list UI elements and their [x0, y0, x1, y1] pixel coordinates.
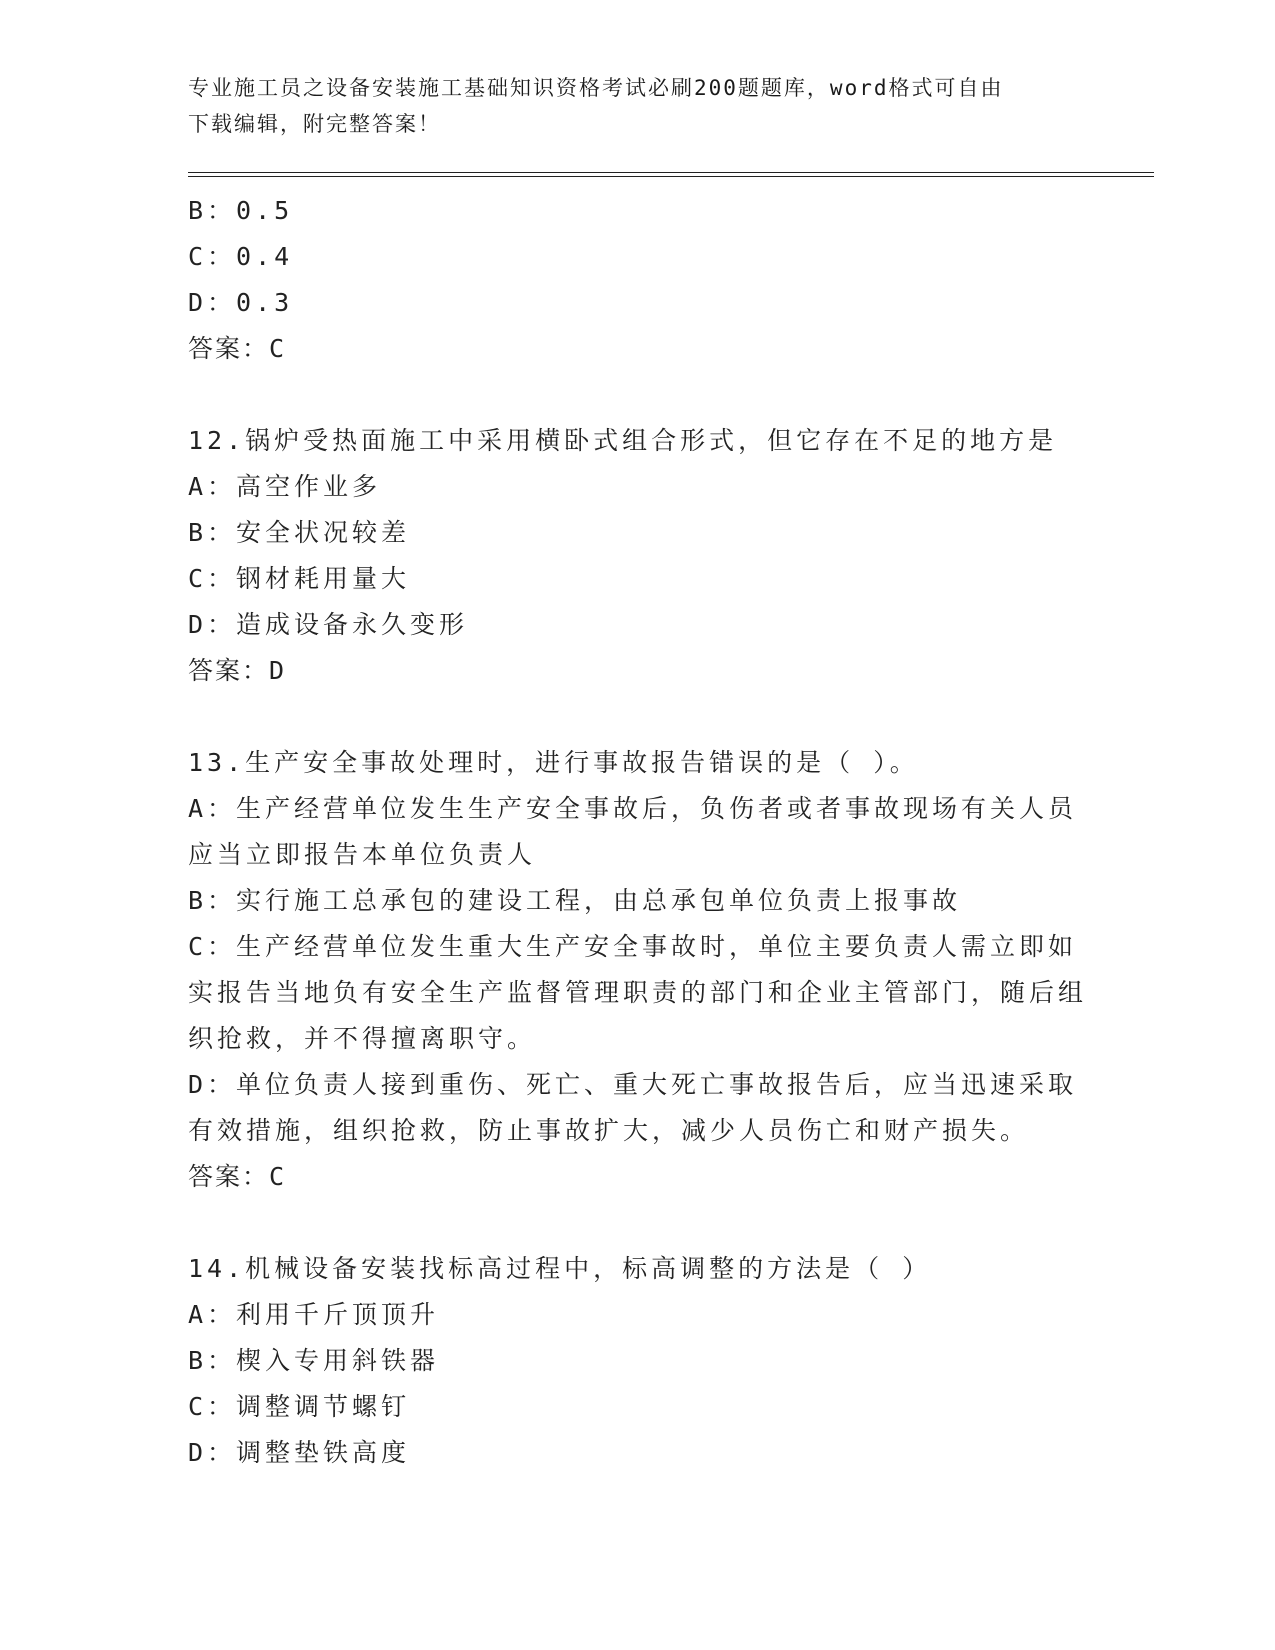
question-stem: 12.锅炉受热面施工中采用横卧式组合形式，但它存在不足的地方是 — [188, 426, 1058, 455]
question-stem: 14.机械设备安装找标高过程中，标高调整的方法是（ ） — [188, 1254, 932, 1283]
option-d: D：调整垫铁高度 — [188, 1438, 411, 1467]
question-11-tail — [188, 188, 1088, 372]
option-c: C：钢材耗用量大 — [188, 564, 411, 593]
option-b: B：0.5 — [188, 196, 294, 225]
option-c: C：调整调节螺钉 — [188, 1392, 411, 1421]
header-title-line2: 下载编辑，附完整答案！ — [188, 112, 441, 136]
spacer — [188, 694, 1088, 740]
spacer — [188, 1200, 1088, 1246]
option-a: A：利用千斤顶顶升 — [188, 1300, 440, 1329]
option-d: D：造成设备永久变形 — [188, 610, 469, 639]
option-a: A：高空作业多 — [188, 472, 382, 501]
answer: 答案：D — [188, 656, 287, 685]
option-a: A：生产经营单位发生生产安全事故后，负伤者或者事故现场有关人员应当立即报告本单位负责人 — [188, 794, 1078, 869]
question-12 — [188, 418, 1088, 694]
header-title-line1: 专业施工员之设备安装施工基础知识资格考试必刷200题题库，word格式可自由 — [188, 76, 1004, 100]
header-rule-bottom — [188, 176, 1154, 177]
option-c: C：生产经营单位发生重大生产安全事故时，单位主要负责人需立即如实报告当地负有安全生产监督管理职责的部门和企业主管部门，随后组织抢救，并不得擅离职守。 — [188, 932, 1088, 1053]
option-c: C：0.4 — [188, 242, 294, 271]
answer: 答案：C — [188, 1162, 287, 1191]
option-d: D：单位负责人接到重伤、死亡、重大死亡事故报告后，应当迅速采取有效措施，组织抢救，防止事故扩大，减少人员伤亡和财产损失。 — [188, 1070, 1078, 1145]
question-13 — [188, 740, 1088, 1200]
document-header — [188, 70, 1068, 142]
question-14 — [188, 1246, 1088, 1476]
question-list — [188, 188, 1088, 1476]
option-b: B：实行施工总承包的建设工程，由总承包单位负责上报事故 — [188, 886, 962, 915]
option-d: D：0.3 — [188, 288, 294, 317]
spacer — [188, 372, 1088, 418]
header-rule-top — [188, 172, 1154, 173]
option-b: B：楔入专用斜铁器 — [188, 1346, 440, 1375]
answer: 答案：C — [188, 334, 287, 363]
question-stem: 13.生产安全事故处理时，进行事故报告错误的是（ ）。 — [188, 748, 919, 777]
option-b: B：安全状况较差 — [188, 518, 411, 547]
